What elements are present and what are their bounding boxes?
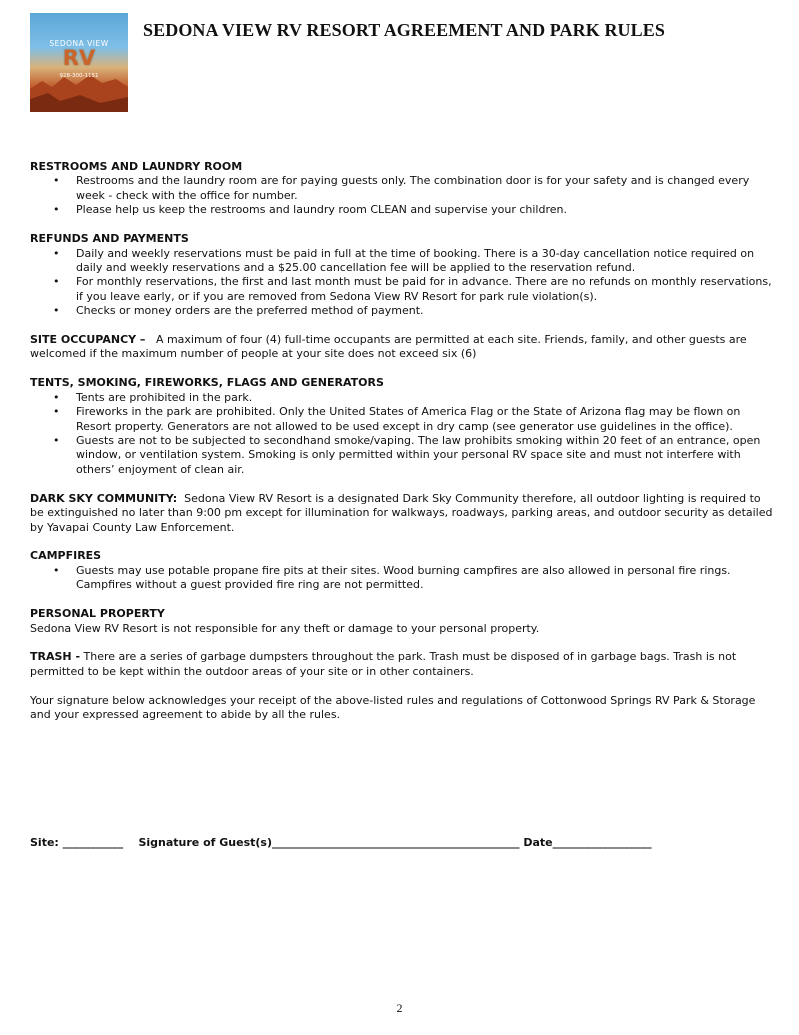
guest-signature-field[interactable]: Signature of Guest(s)_____________________________________________ [138,836,520,849]
bullet-list [30,391,776,477]
bullet-list [30,247,776,319]
section-personal-property [30,607,776,636]
section-text: Sedona View RV Resort is a designated Dark Sky Community therefore, all outdoor lighting is required to be extinguished no later than 9:00 pm except for illumination for walkways, roadways, parking areas, and outdoor security as detailed by Yavapai County Law Enforcement. [30,491,773,534]
list-item: • Guests may use potable propane fire pits at their sites. Wood burning campfires are also allowed in personal fire rings. Campfires without a guest provided fire ring are not permitted. [30,564,776,593]
section-refunds [30,232,776,318]
section-dark-sky [30,492,776,535]
resort-logo [30,13,128,112]
list-item: • Please help us keep the restrooms and laundry room CLEAN and supervise your children. [30,203,776,217]
logo-phone: 928-300-1151 [59,73,99,79]
section-tents [30,376,776,477]
list-item: • Daily and weekly reservations must be paid in full at the time of booking. There is a 30-day cancellation notice required on daily and weekly reservations and a $25.00 cancellation fee will be applied to the reservation refund. [30,247,776,276]
list-item: • Checks or money orders are the preferred method of payment. [30,304,776,318]
bullet-list [30,564,776,593]
logo-brand-text: SEDONA VIEW [49,39,109,48]
section-heading: SITE OCCUPANCY – [30,333,146,347]
section-text: A maximum of four (4) full-time occupants are permitted at each site. Friends, family, and other guests are welcomed if the maximum number of people at your site does not exceed six (6) [30,333,747,361]
section-heading: TRASH - [30,650,81,664]
section-campfires [30,549,776,592]
site-field[interactable]: Site: ___________ [30,836,124,849]
section-text: There are a series of garbage dumpsters throughout the park. Trash must be disposed of in garbage bags. Trash is not permitted to be kept within the outdoor areas of your site or in other containers. [30,650,737,678]
section-restrooms [30,160,776,218]
section-acknowledgement [30,694,776,723]
section-trash [30,650,776,679]
section-occupancy [30,333,776,362]
list-item: • Restrooms and the laundry room are for paying guests only. The combination door is for your safety and is changed every week - check with the office for number. [30,174,776,203]
date-field[interactable]: Date__________________ [523,836,652,849]
rules-content [30,160,776,737]
list-item: • Tents are prohibited in the park. [30,391,776,405]
page-title: SEDONA VIEW RV RESORT AGREEMENT AND PARK RULES [143,20,665,40]
section-heading: RESTROOMS AND LAUNDRY ROOM [30,160,243,173]
signature-line [30,836,652,849]
list-item: • Fireworks in the park are prohibited. Only the United States of America Flag or the State of Arizona flag may be flown on Resort property. Generators are not allowed to be used except in dry camp (see generator use guidelines in the office). [30,405,776,434]
acknowledgement-text: Your signature below acknowledges your receipt of the above-listed rules and regulations of Cottonwood Springs RV Park & Storage and your expressed agreement to abide by all the rules. [30,693,756,722]
page-number: 2 [396,1001,403,1015]
section-heading: CAMPFIRES [30,549,102,563]
list-item: • For monthly reservations, the first and last month must be paid for in advance. There are no refunds on monthly reservations, if you leave early, or if you are removed from Sedona View RV Resort for park rule violation(s). [30,275,776,304]
section-text: Sedona View RV Resort is not responsible for any theft or damage to your personal property. [30,621,540,635]
section-heading: REFUNDS AND PAYMENTS [30,232,189,246]
section-heading: PERSONAL PROPERTY [30,607,165,621]
list-item: • Guests are not to be subjected to secondhand smoke/vaping. The law prohibits smoking within 20 feet of an entrance, open window, or ventilation system. Smoking is only permitted within your personal RV space site and must not interfere with others’ enjoyment of clean air. [30,434,776,477]
bullet-list [30,174,776,217]
logo-rv-mark: RV [62,46,96,70]
section-heading: DARK SKY COMMUNITY: [30,491,178,505]
section-heading: TENTS, SMOKING, FIREWORKS, FLAGS AND GENERATORS [30,376,384,390]
